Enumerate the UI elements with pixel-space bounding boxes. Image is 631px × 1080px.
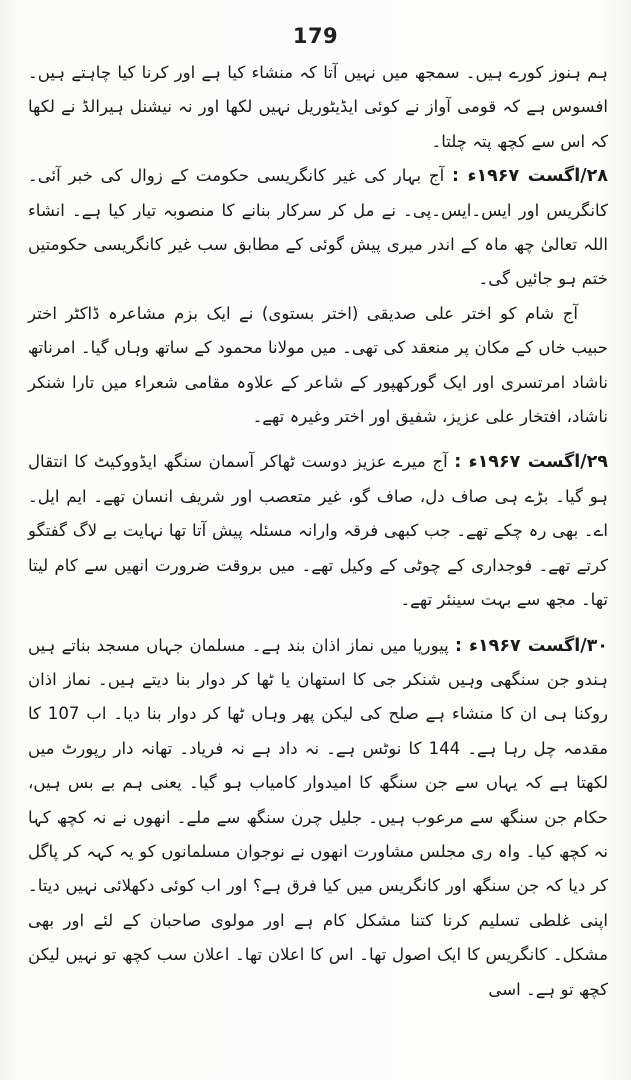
paragraph-text: پیوریا میں نماز اذان بند ہے۔ مسلمان جہاں مسجد بناتے ہیں ہندو جن سنگھی وہیں شنکر جی کا استھان یا ٹھا کر دوار بنا دیتے ہیں۔ نماز اذان روکنا ہی ان کا منشاء ہے صلح کی لیکن پھر وہاں ٹھا کر دوار بنا دیا۔ اب 107 کا مقدمہ چل رہا ہے۔ 144 کا نوٹس ہے۔ نہ داد ہے نہ فریاد۔ تھانہ دار رپورٹ میں لکھتا ہے کہ یہاں سے جن سنگھ کا امیدوار کامیاب ہو گیا۔ یعنی ہم بے بس ہیں، حکام جن سنگھ سے مرعوب ہیں۔ جلیل چرن سنگھ سے ملے۔ انھوں نے نہ کچھ کہا نہ کچھ کیا۔ واہ ری مجلس مشاورت انھوں نے نوجوان مسلمانوں کو یہ کہہ کر پاگل کر دیا کہ جن سنگھ اور کانگریس میں کیا فرق ہے؟ اور اب کوئی دکھلائی نہیں دیتا۔ اپنی غلطی تسلیم کرنا کتنا مشکل کام ہے اور مولوی صاحبان کے لئے اور بھی مشکل۔ کانگریس کا ایک اصول تھا۔ اس کا اعلان تھا۔ اعلان سب کچھ تو نہیں لیکن کچھ تو ہے۔ اسی	[28, 635, 609, 999]
paragraph-text: آج بہار کی غیر کانگریسی حکومت کے زوال کی خبر آئی۔ کانگریس اور ایس۔ایس۔پی۔ نے مل کر سرکار بنانے کا منصوبہ تیار کیا ہے۔ انشاء اللہ تعالیٰ چھ ماہ کے اندر میری پیش گوئی کے مطابق سب غیر کانگریسی حکومتیں ختم ہو جائیں گی۔	[28, 166, 608, 289]
page-number: 179	[292, 24, 339, 48]
paragraph-text: ہم ہنوز کورے ہیں۔ سمجھ میں نہیں آتا کہ منشاء کیا ہے اور کرنا کیا چاہتے ہیں۔ افسوس ہے کہ قومی آواز نے کوئی ایڈیٹوریل نہیں لکھا اور نہ نیشنل ہیرالڈ نے لکھا کہ اس سے کچھ پتہ چلتا۔	[28, 63, 608, 151]
diary-entry-28-august-1967	[28, 159, 608, 297]
paragraph-text: آج میرے عزیز دوست ٹھاکر آسمان سنگھ ایڈووکیٹ کا انتقال ہو گیا۔ بڑے ہی صاف دل، صاف گو، غیر متعصب اور شریف انسان تھے۔ ایم ایل۔اے۔ بھی رہ چکے تھے۔ جب کبھی فرقہ وارانہ مسئلہ پیش آتا تھا نہایت بے لاگ گفتگو کرتے تھے۔ فوجداری کے چوٹی کے وکیل تھے۔ میں بروقت ضرورت انھیں سے کام لیتا تھا۔ مجھ سے بہت سینئر تھے۔	[28, 452, 608, 610]
paragraph-text: آج شام کو اختر علی صدیقی (اختر بستوی) نے ایک بزم مشاعرہ ڈاکٹر اختر حبیب خاں کے مکان پر منعقد کی تھی۔ میں مولانا محمود کے ساتھ وہاں گیا۔ امرناتھ ناشاد امرتسری اور ایک گورکھپور کے شاعر کے علاوہ مقامی شعراء میں تارا شنکر ناشاد، افتخار علی عزیز، شفیق اور اختر وغیرہ تھے۔	[28, 303, 608, 427]
entry-date-heading: ۲۹/اگست ۱۹۶۷ء :	[454, 452, 608, 473]
urdu-diary-text	[28, 56, 608, 1007]
entry-date-heading: ۲۸/اگست ۱۹۶۷ء :	[451, 166, 608, 187]
diary-entry-30-august-1967	[28, 629, 608, 1007]
paragraph-1	[28, 56, 608, 159]
paragraph-3	[28, 297, 608, 435]
diary-entry-29-august-1967	[28, 445, 608, 617]
entry-date-heading: ۳۰/اگست ۱۹۶۷ء :	[455, 635, 608, 656]
